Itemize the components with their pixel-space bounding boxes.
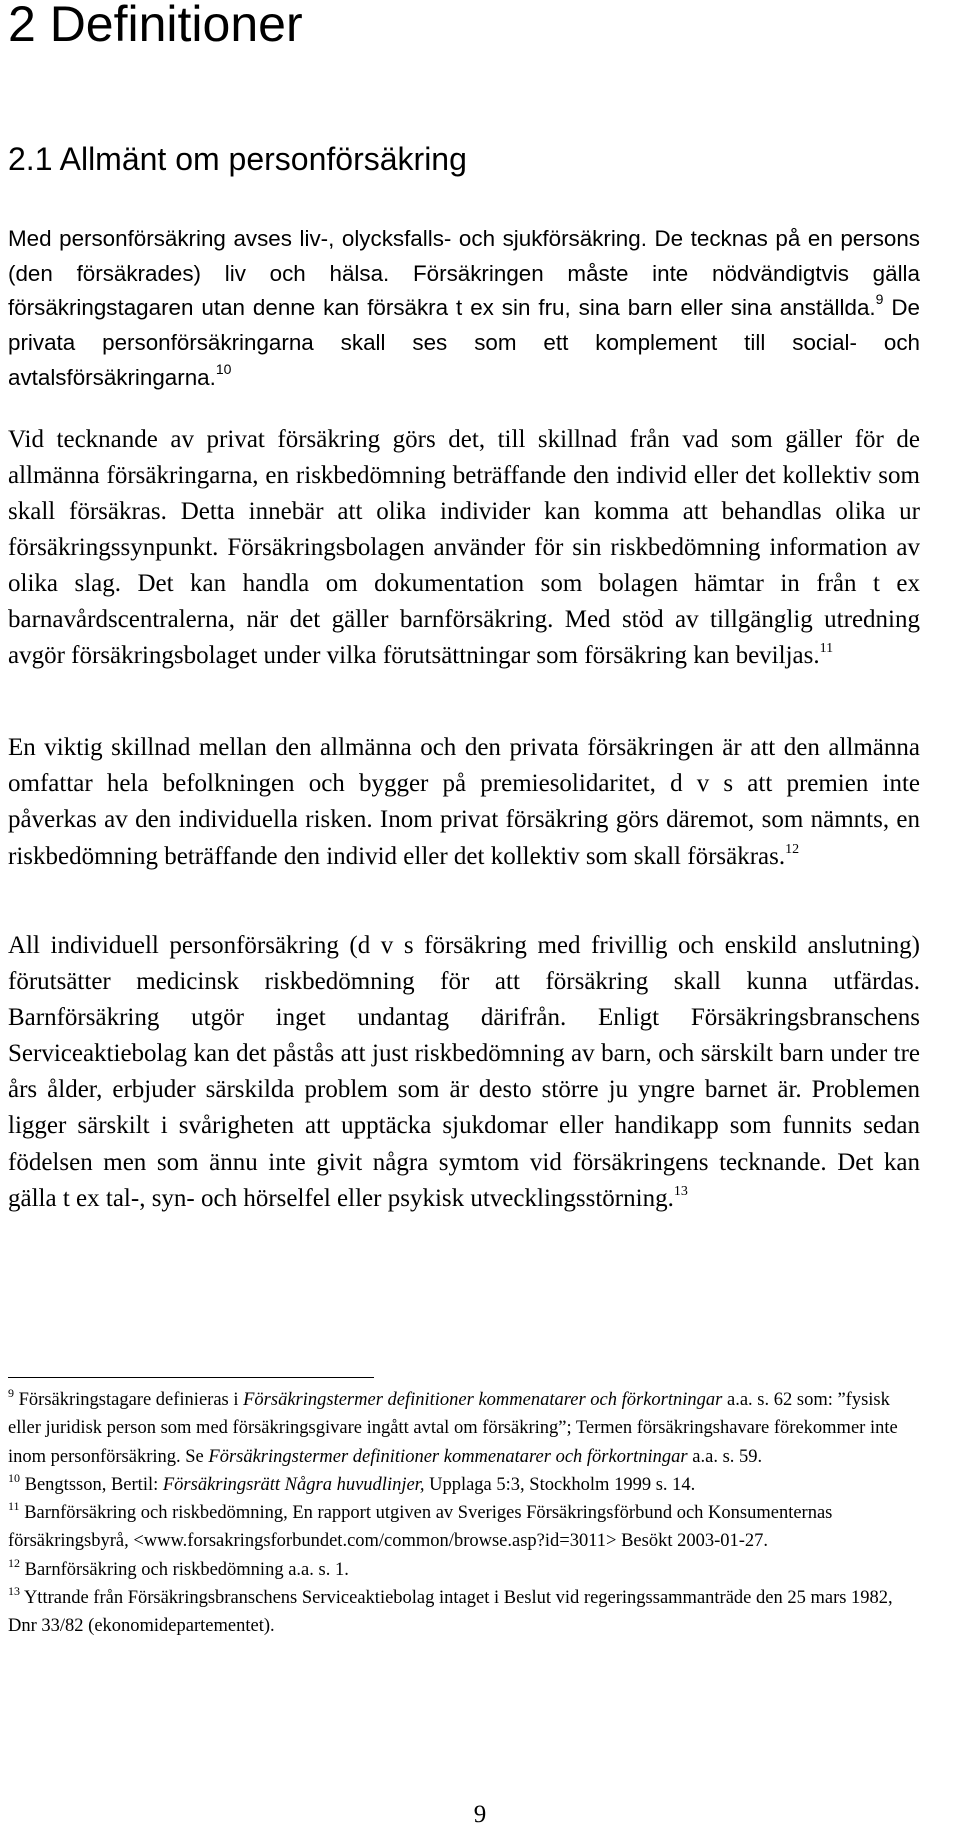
footnote-text: Bengtsson, Bertil: [20,1474,163,1495]
footnote-ref-13[interactable]: 13 [673,1183,688,1199]
paragraph-2 [8,422,920,674]
paragraph-text: En viktig skillnad mellan den allmänna och den privata försäkringen är att den allmänna omfattar hela befolkningen och bygger på premiesolidaritet, d v s att premien inte påverkas av den individuella risken. Inom privat försäkring görs däremot, som nämnts, en riskbedömning beträffande den individ eller det kollektiv som skall försäkras. [8,734,920,870]
paragraph-text: De privata personförsäkringarna skall ses som ett komplement till social- och avtalsförsäkringarna. [8,295,920,390]
footnote-number: 10 [8,1470,20,1485]
paragraph-text: Med personförsäkring avses liv-, olycksfalls- och sjukförsäkring. De tecknas på en persons (den försäkrades) liv och hälsa. Försäkringen måste inte nödvändigtvis gälla försäkringstagaren utan denne kan försäkra t ex sin fru, sina barn eller sina anställda. [8,226,920,321]
chapter-heading: 2 Definitioner [8,0,303,52]
section-heading: 2.1 Allmänt om personförsäkring [8,141,467,177]
footnote-text: Yttrande från Försäkringsbranschens Serviceaktiebolag intaget i Beslut vid regeringssammanträde den 25 mars 1982, Dnr 33/82 (ekonomidepartementet). [8,1588,893,1637]
paragraph-text: Vid tecknande av privat försäkring görs det, till skillnad från vad som gäller för de allmänna försäkringarna, en riskbedömning beträffande den individ eller det kollektiv som skall försäkras. Detta innebär att olika individer kan komma att behandlas olika ur försäkringssynpunkt. Försäkringsbolagen använder för sin riskbedömning information av olika slag. Det kan handla om dokumentation som bolagen hämtar in från t ex barnavårdscentralerna, när det gäller barnförsäkring. Med stöd av tillgänglig utredning avgör försäkringsbolaget under vilka förutsättningar som försäkring kan beviljas. [8,426,920,669]
paragraph-text: All individuell personförsäkring (d v s försäkring med frivillig och enskild anslutning) förutsätter medicinsk riskbedömning för att försäkring skall kunna utfärdas. Barnförsäkring utgör inget undantag därifrån. Enligt Försäkringsbranschens Serviceaktiebolag kan det påstås att just riskbedömning av barn, och särskilt barn under tre års ålder, erbjuder särskilda problem som är desto större ju yngre barnet är. Problemen ligger särskilt i svårigheten att upptäcka sjukdomar eller handikapp som funnits sedan födelsen men som ännu inte givit några symtom vid försäkringens tecknande. Det kan gälla t ex tal-, syn- och hörselfel eller psykisk utvecklingsstörning. [8,932,920,1212]
footnote-number: 11 [8,1499,20,1514]
footnote-11 [8,1499,920,1556]
footnote-text: Barnförsäkring och riskbedömning a.a. s. 1. [20,1559,349,1580]
footnotes [8,1386,920,1641]
footnote-13 [8,1584,920,1641]
paragraph-4 [8,928,920,1217]
footnote-cited-title: Försäkringstermer definitioner kommenatarer och förkortningar [243,1390,723,1410]
footnote-divider [8,1377,374,1378]
footnote-text: Försäkringstagare definieras i [14,1390,244,1410]
footnote-ref-11[interactable]: 11 [819,641,834,656]
footnote-ref-10[interactable]: 10 [215,360,232,377]
footnote-text: Upplaga 5:3, Stockholm 1999 s. 14. [424,1474,696,1495]
footnote-cited-title: Försäkringsrätt Några huvudlinjer, [162,1474,425,1495]
footnote-ref-12[interactable]: 12 [785,841,800,857]
page-number: 9 [473,1801,487,1828]
footnote-number: 9 [8,1386,14,1400]
footnote-12 [8,1556,920,1584]
footnote-cited-title: Försäkringstermer definitioner kommenatarer och förkortningar [208,1446,688,1467]
footnote-ref-9[interactable]: 9 [875,291,884,308]
footnote-text: a.a. s. 62 som: ”fysisk eller juridisk person som med försäkringsgivare ingått avtal om försäkring”; Termen försäkringshavare förekommer inte inom personförsäkring. Se [8,1390,898,1467]
footnote-9 [8,1386,920,1471]
footnote-number: 12 [8,1555,20,1570]
footnote-text: a.a. s. 59. [687,1446,763,1467]
footnote-10 [8,1471,920,1499]
paragraph-3 [8,730,920,875]
footnote-number: 13 [8,1584,20,1599]
paragraph-1 [8,222,920,396]
footnote-text: Barnförsäkring och riskbedömning, En rapport utgiven av Sveriges Försäkringsförbund och Konsumenternas försäkringsbyrå, <www.forsakringsforbundet.com/common/browse.asp?id=3011> Besökt 2003-01-27. [8,1503,833,1552]
